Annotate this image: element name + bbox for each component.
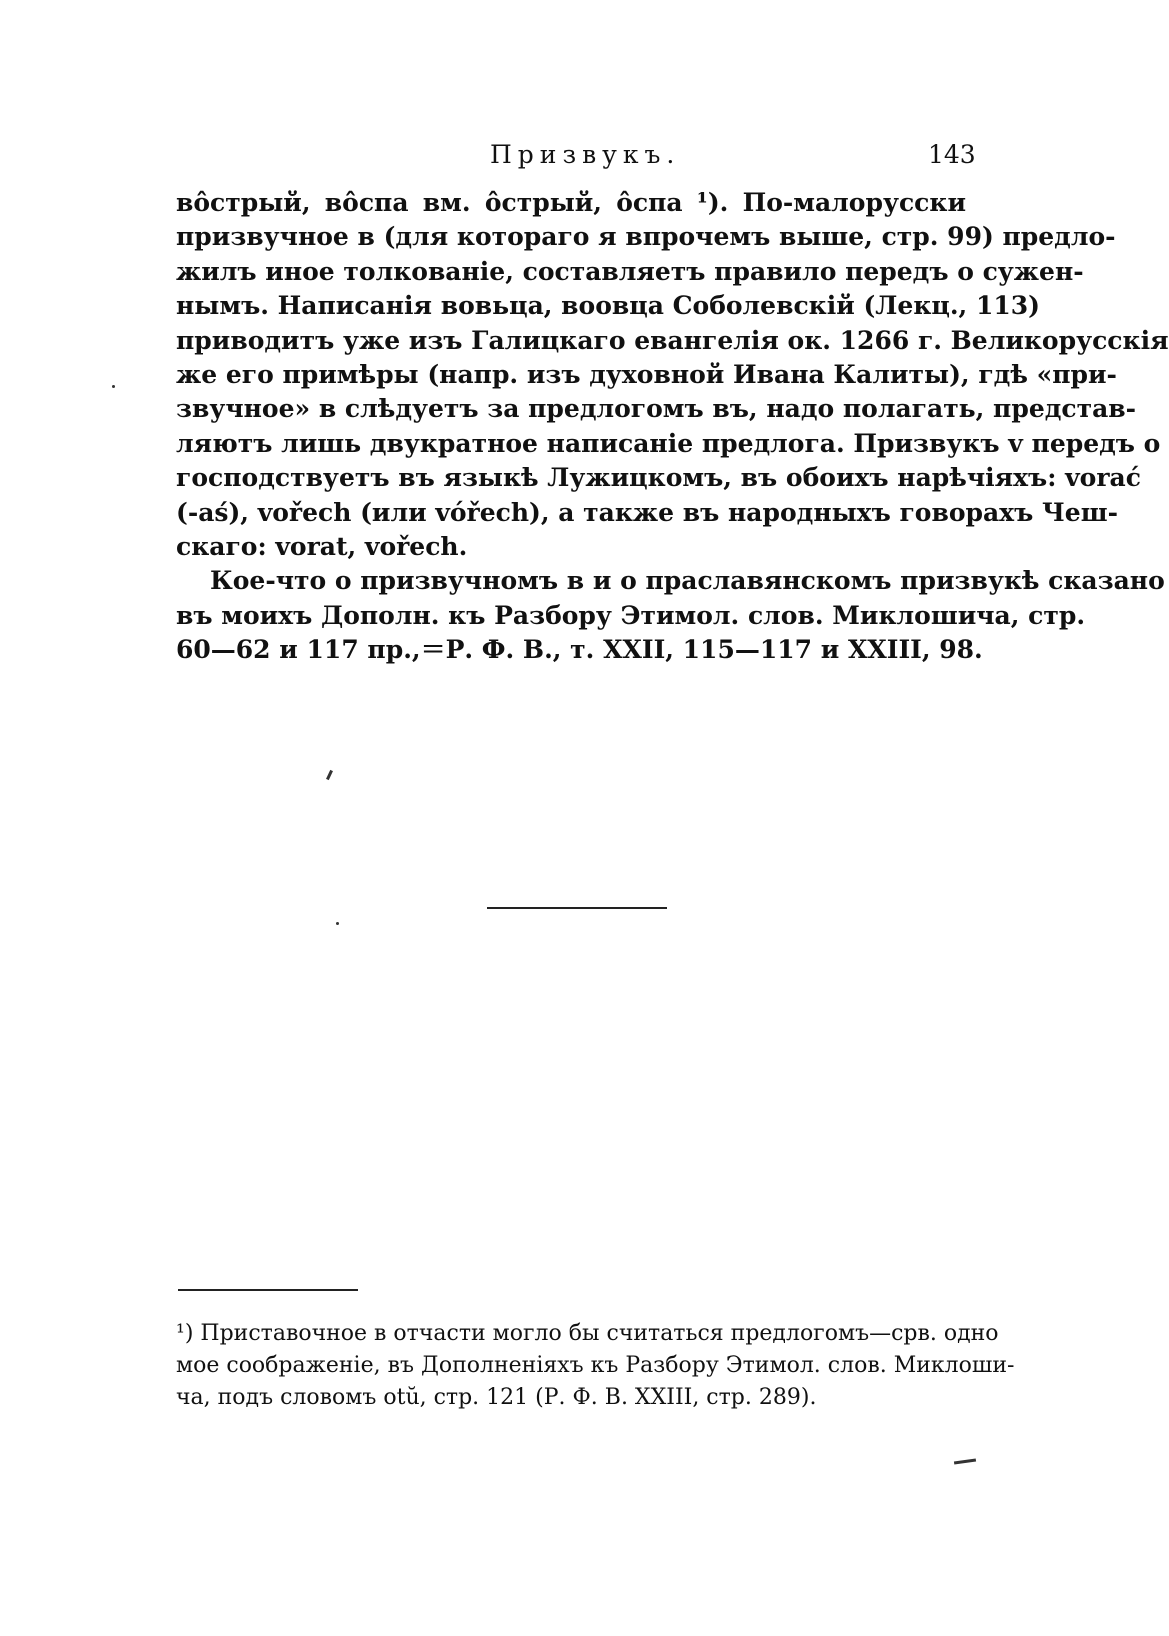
text-line: ляютъ лишь двукратное написаніе предлога. Призвукъ v передъ o xyxy=(176,428,1161,458)
text-line: господствуетъ въ языкѣ Лужицкомъ, въ обоихъ нарѣчіяхъ: vorać xyxy=(176,463,1141,493)
text-line: въ моихъ Дополн. къ Разбору Этимол. слов. Миклошича, стр. xyxy=(176,600,1086,630)
text-line: Кое-что о призвучномъ в и о праславянскомъ призвукѣ сказано xyxy=(210,566,1165,596)
text-line: звучное» в слѣдуетъ за предлогомъ въ, надо полагать, представ- xyxy=(176,394,1137,424)
ink-speck xyxy=(112,385,115,388)
text-line: (-aś), vořech (или vóřech), а также въ народныхъ говорахъ Чеш- xyxy=(176,497,1118,527)
ink-speck xyxy=(954,1458,976,1464)
text-line: жилъ иное толкованіе, составляетъ правило передъ о сужен- xyxy=(176,256,1084,286)
main-text xyxy=(176,186,1169,668)
text-line: призвучное в (для котораго я впрочемъ выше, стр. 99) предло- xyxy=(176,222,1116,252)
footnote xyxy=(176,1318,1015,1414)
footnote-text: Приставочное в отчасти могло бы считаться предлогомъ—срв. одно xyxy=(200,1321,999,1346)
footnote-line xyxy=(176,1318,999,1350)
text-line: скаго: vorat, vořech. xyxy=(176,532,468,562)
running-header-title: Призвукъ. xyxy=(490,140,681,169)
text-line: же его примѣры (напр. изъ духовной Ивана Калиты), гдѣ «при- xyxy=(176,360,1117,390)
footnote-marker: ¹) xyxy=(176,1321,194,1346)
text-line: нымъ. Написанія вовьца, воовца Соболевскій (Лекц., 113) xyxy=(176,291,1040,321)
section-divider xyxy=(487,907,667,909)
page-number: 143 xyxy=(928,140,976,169)
text-line: приводитъ уже изъ Галицкаго евангелія ок. 1266 г. Великорусскія xyxy=(176,325,1169,355)
ink-speck xyxy=(336,922,339,925)
footnote-line: мое соображеніе, въ Дополненіяхъ къ Разбору Этимол. слов. Миклоши- xyxy=(176,1353,1015,1378)
text-line: во̂стрый, во̂спа вм. о̂стрый, о̂спа ¹). По-малорусски xyxy=(176,188,966,217)
text-line: 60—62 и 117 пр.,＝Р. Ф. В., т. XXII, 115—117 и XXIII, 98. xyxy=(176,635,983,665)
footnote-line: ча, подъ словомъ otŭ, стр. 121 (Р. Ф. В. XXIII, стр. 289). xyxy=(176,1385,817,1410)
ink-speck xyxy=(326,770,333,780)
footnote-rule xyxy=(178,1289,358,1291)
